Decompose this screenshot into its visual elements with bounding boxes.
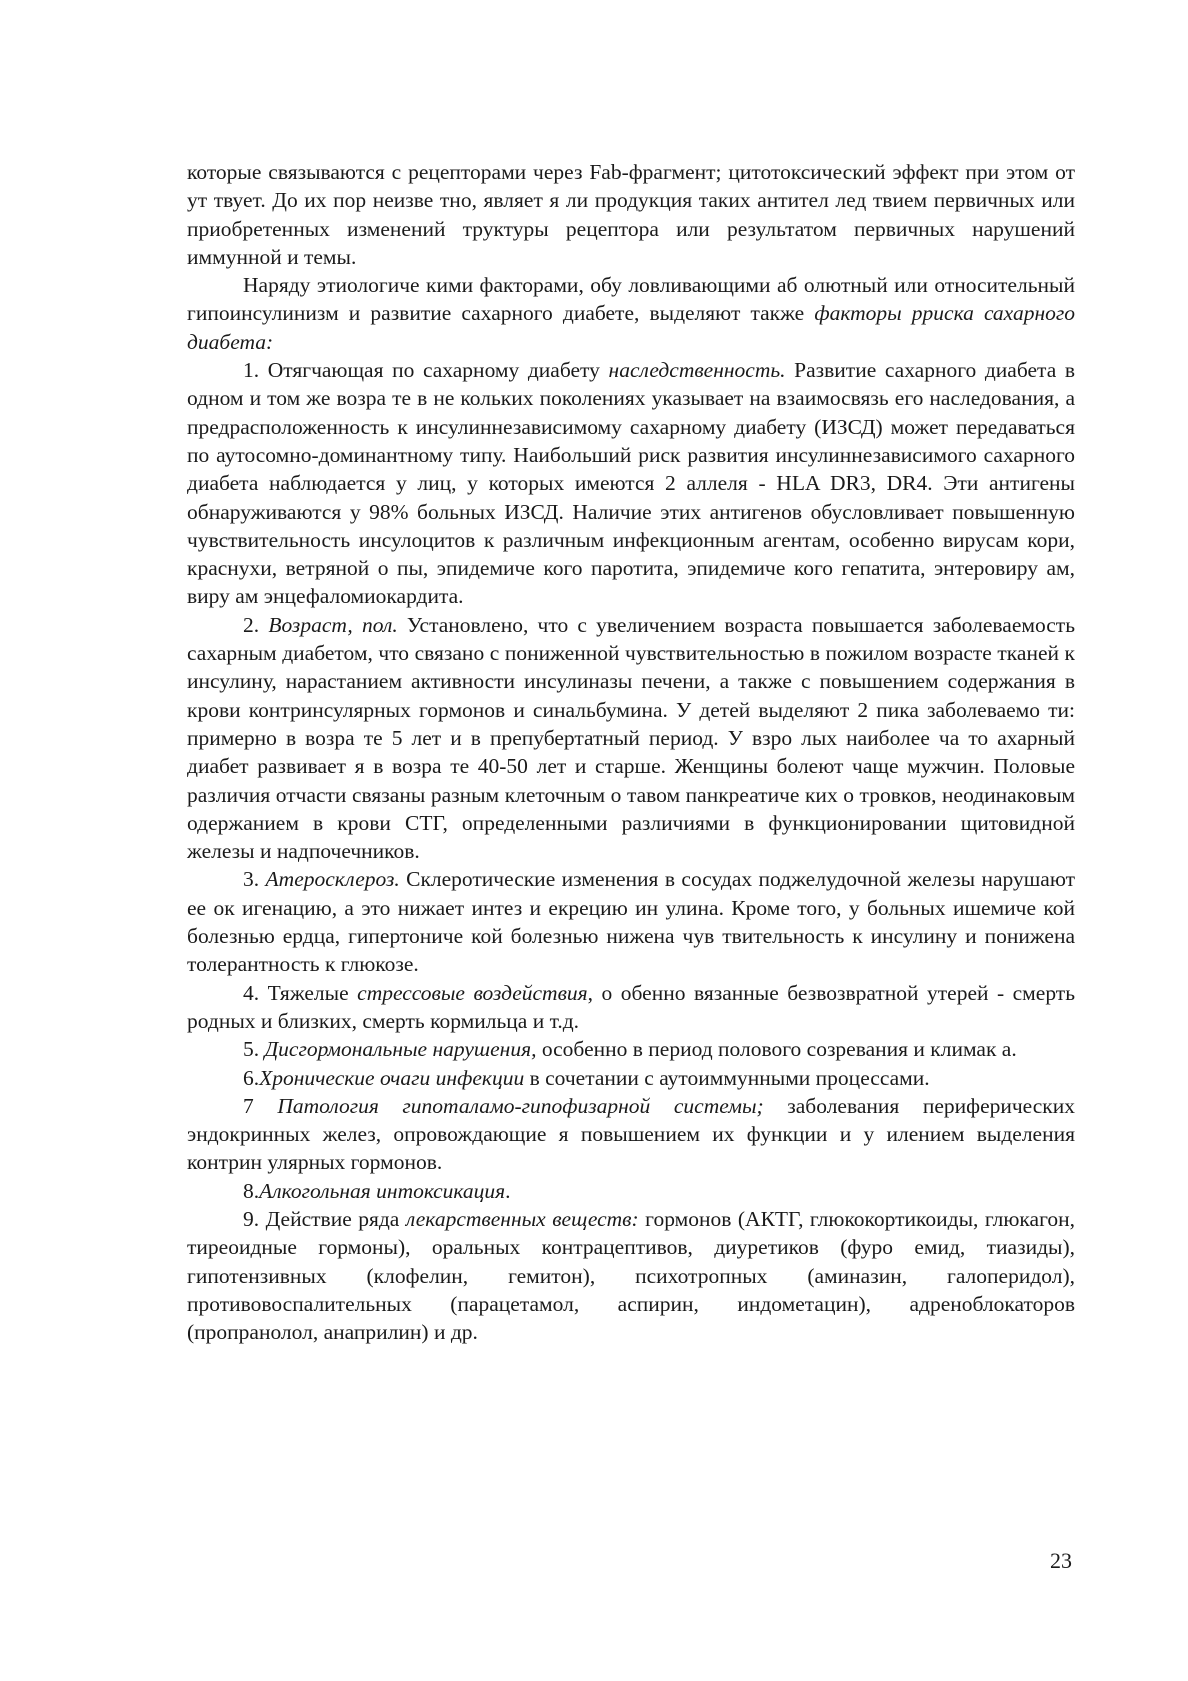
- text-run: в сочетании с аутоиммунными процессами.: [524, 1065, 930, 1090]
- text-run: Развитие сахарного диабета в одном и том же возра те в не кольких поколениях указывает на взаимосвязь его наследования, а предрасположенность к инсулиннезависимому сахарному диабету (ИЗСД) может передаваться по аутосомно-доминантному типу. Наибольший риск развития инсулиннезависимого сахарного диабета наблюдается у лиц, у которых имеются 2 аллеля - HLA DR3, DR4. Эти антигены обнаруживаются у 98% больных ИЗСД. Наличие этих антигенов обусловливает повышенную чувствительность инсулоцитов к различным инфекционным агентам, особенно вирусам кори, краснухи, ветряной о пы, эпидемиче кого паротита, эпидемиче кого гепатита, энтеровиру ам, виру ам энцефаломиокардита.: [187, 358, 1075, 609]
- paragraph-alcohol: [187, 1177, 1075, 1205]
- text-run: Склеротические изменения в сосудах поджелудочной железы нарушают ее ок игенацию, а это нижает интез и екрецию ин улина. Кроме того, у больных ишемиче кой болезнью ердца, гипертониче кой болезнью нижена чув твительность к инсулину и понижена толерантность к глюкозе.: [187, 867, 1075, 977]
- paragraph-hypothalamic-pathology: [187, 1092, 1075, 1177]
- text-run: Установлено, что с увеличением возраста повышается заболеваемость сахарным диабетом, что связано с пониженной чувствительностью в пожилом возрасте тканей к инсулину, нарастанием активности инсулиназы печени, а также с повышением содержания в крови контринсулярных гормонов и синальбумина. У детей выделяют 2 пика заболеваемо ти: примерно в возра те 5 лет и в препубертатный период. У взро лых наиболее ча то ахарный диабет развивает я в возра те 40-50 лет и старше. Женщины болеют чаще мужчин. Половые различия отчасти связаны разным клеточным о тавом панкреатиче ких о тровков, неодинаковым одержанием в крови СТГ, определенными различиями в функционировании щитовидной железы и надпочечников.: [187, 612, 1075, 864]
- paragraph-risk-factors-intro: [187, 271, 1075, 356]
- text-run: которые связываются с рецепторами через Fab-фрагмент; цитотоксический эффект при этом от ут твует. До их пор неизве тно, являет я ли продукция таких антител лед твием первичных или приобретенных изменений труктуры рецептора или результатом первичных нарушений иммунной и темы.: [187, 160, 1075, 269]
- italic-term: факторы рриска сахарного диабета:: [187, 301, 1075, 354]
- text-run: 6.: [243, 1065, 260, 1090]
- text-run: 2.: [243, 612, 269, 637]
- text-run: 8.: [243, 1178, 260, 1203]
- paragraph-heredity: [187, 356, 1075, 611]
- italic-term: лекарственных веществ:: [405, 1206, 639, 1231]
- italic-term: Атеросклероз.: [265, 867, 400, 892]
- italic-term: Алкогольная интоксикация: [259, 1178, 506, 1203]
- text-run: гормонов (АКТГ, глюкокортикоиды, глюкагон, тиреоидные гормоны), оральных контрацептивов, диуретиков (фуро емид, тиазиды), гипотензивных (клофелин, гемитон), психотропных (аминазин, галоперидол), противовоспалительных (парацетамол, аспирин, индометацин), адреноблокаторов (пропранолол, анаприлин) и др.: [187, 1206, 1075, 1345]
- italic-term: Возраст, пол.: [268, 612, 398, 637]
- text-run: Наряду этиологиче кими факторами, обу ловливающими аб олютный или относительный гипоинсулинизм и развитие сахарного диабете, выделяют также: [187, 273, 1075, 326]
- text-run: заболевания периферических эндокринных желез, опровождающие я повышением их функции и у илением выделения контрин улярных гормонов.: [187, 1093, 1076, 1175]
- text-run: .: [505, 1178, 511, 1203]
- italic-term: наследственность.: [608, 358, 786, 383]
- text-run: 4. Тяжелые: [243, 980, 358, 1005]
- paragraph-stress: [187, 979, 1075, 1036]
- page-number: 23: [1050, 1548, 1072, 1573]
- italic-term: Хронические очаги инфекции: [259, 1065, 525, 1090]
- paragraph-dishormonal: [187, 1035, 1075, 1063]
- text-run: 7: [243, 1093, 278, 1118]
- body-text: [187, 158, 1075, 1346]
- paragraph-drugs: [187, 1205, 1075, 1346]
- text-run: 5.: [243, 1037, 265, 1062]
- text-run: особенно в период полового созревания и климак а.: [536, 1037, 1017, 1062]
- italic-term: Дисгормональные нарушения,: [264, 1037, 537, 1062]
- paragraph-atherosclerosis: [187, 865, 1075, 978]
- italic-term: стрессовые воздействия: [357, 980, 588, 1005]
- text-run: , о обенно вязанные безвозвратной утерей - смерть родных и близких, смерть кормильца и т.д.: [187, 980, 1075, 1033]
- text-run: 1. Отягчающая по сахарному диабету: [243, 358, 609, 383]
- paragraph-age-sex: [187, 611, 1075, 866]
- paragraph-continuation: [187, 158, 1075, 271]
- text-run: 9. Действие ряда: [243, 1206, 406, 1231]
- paragraph-chronic-infection: [187, 1064, 1075, 1092]
- italic-term: Патология гипоталамо-гипофизарной системы;: [277, 1093, 764, 1118]
- text-run: 3.: [243, 867, 266, 892]
